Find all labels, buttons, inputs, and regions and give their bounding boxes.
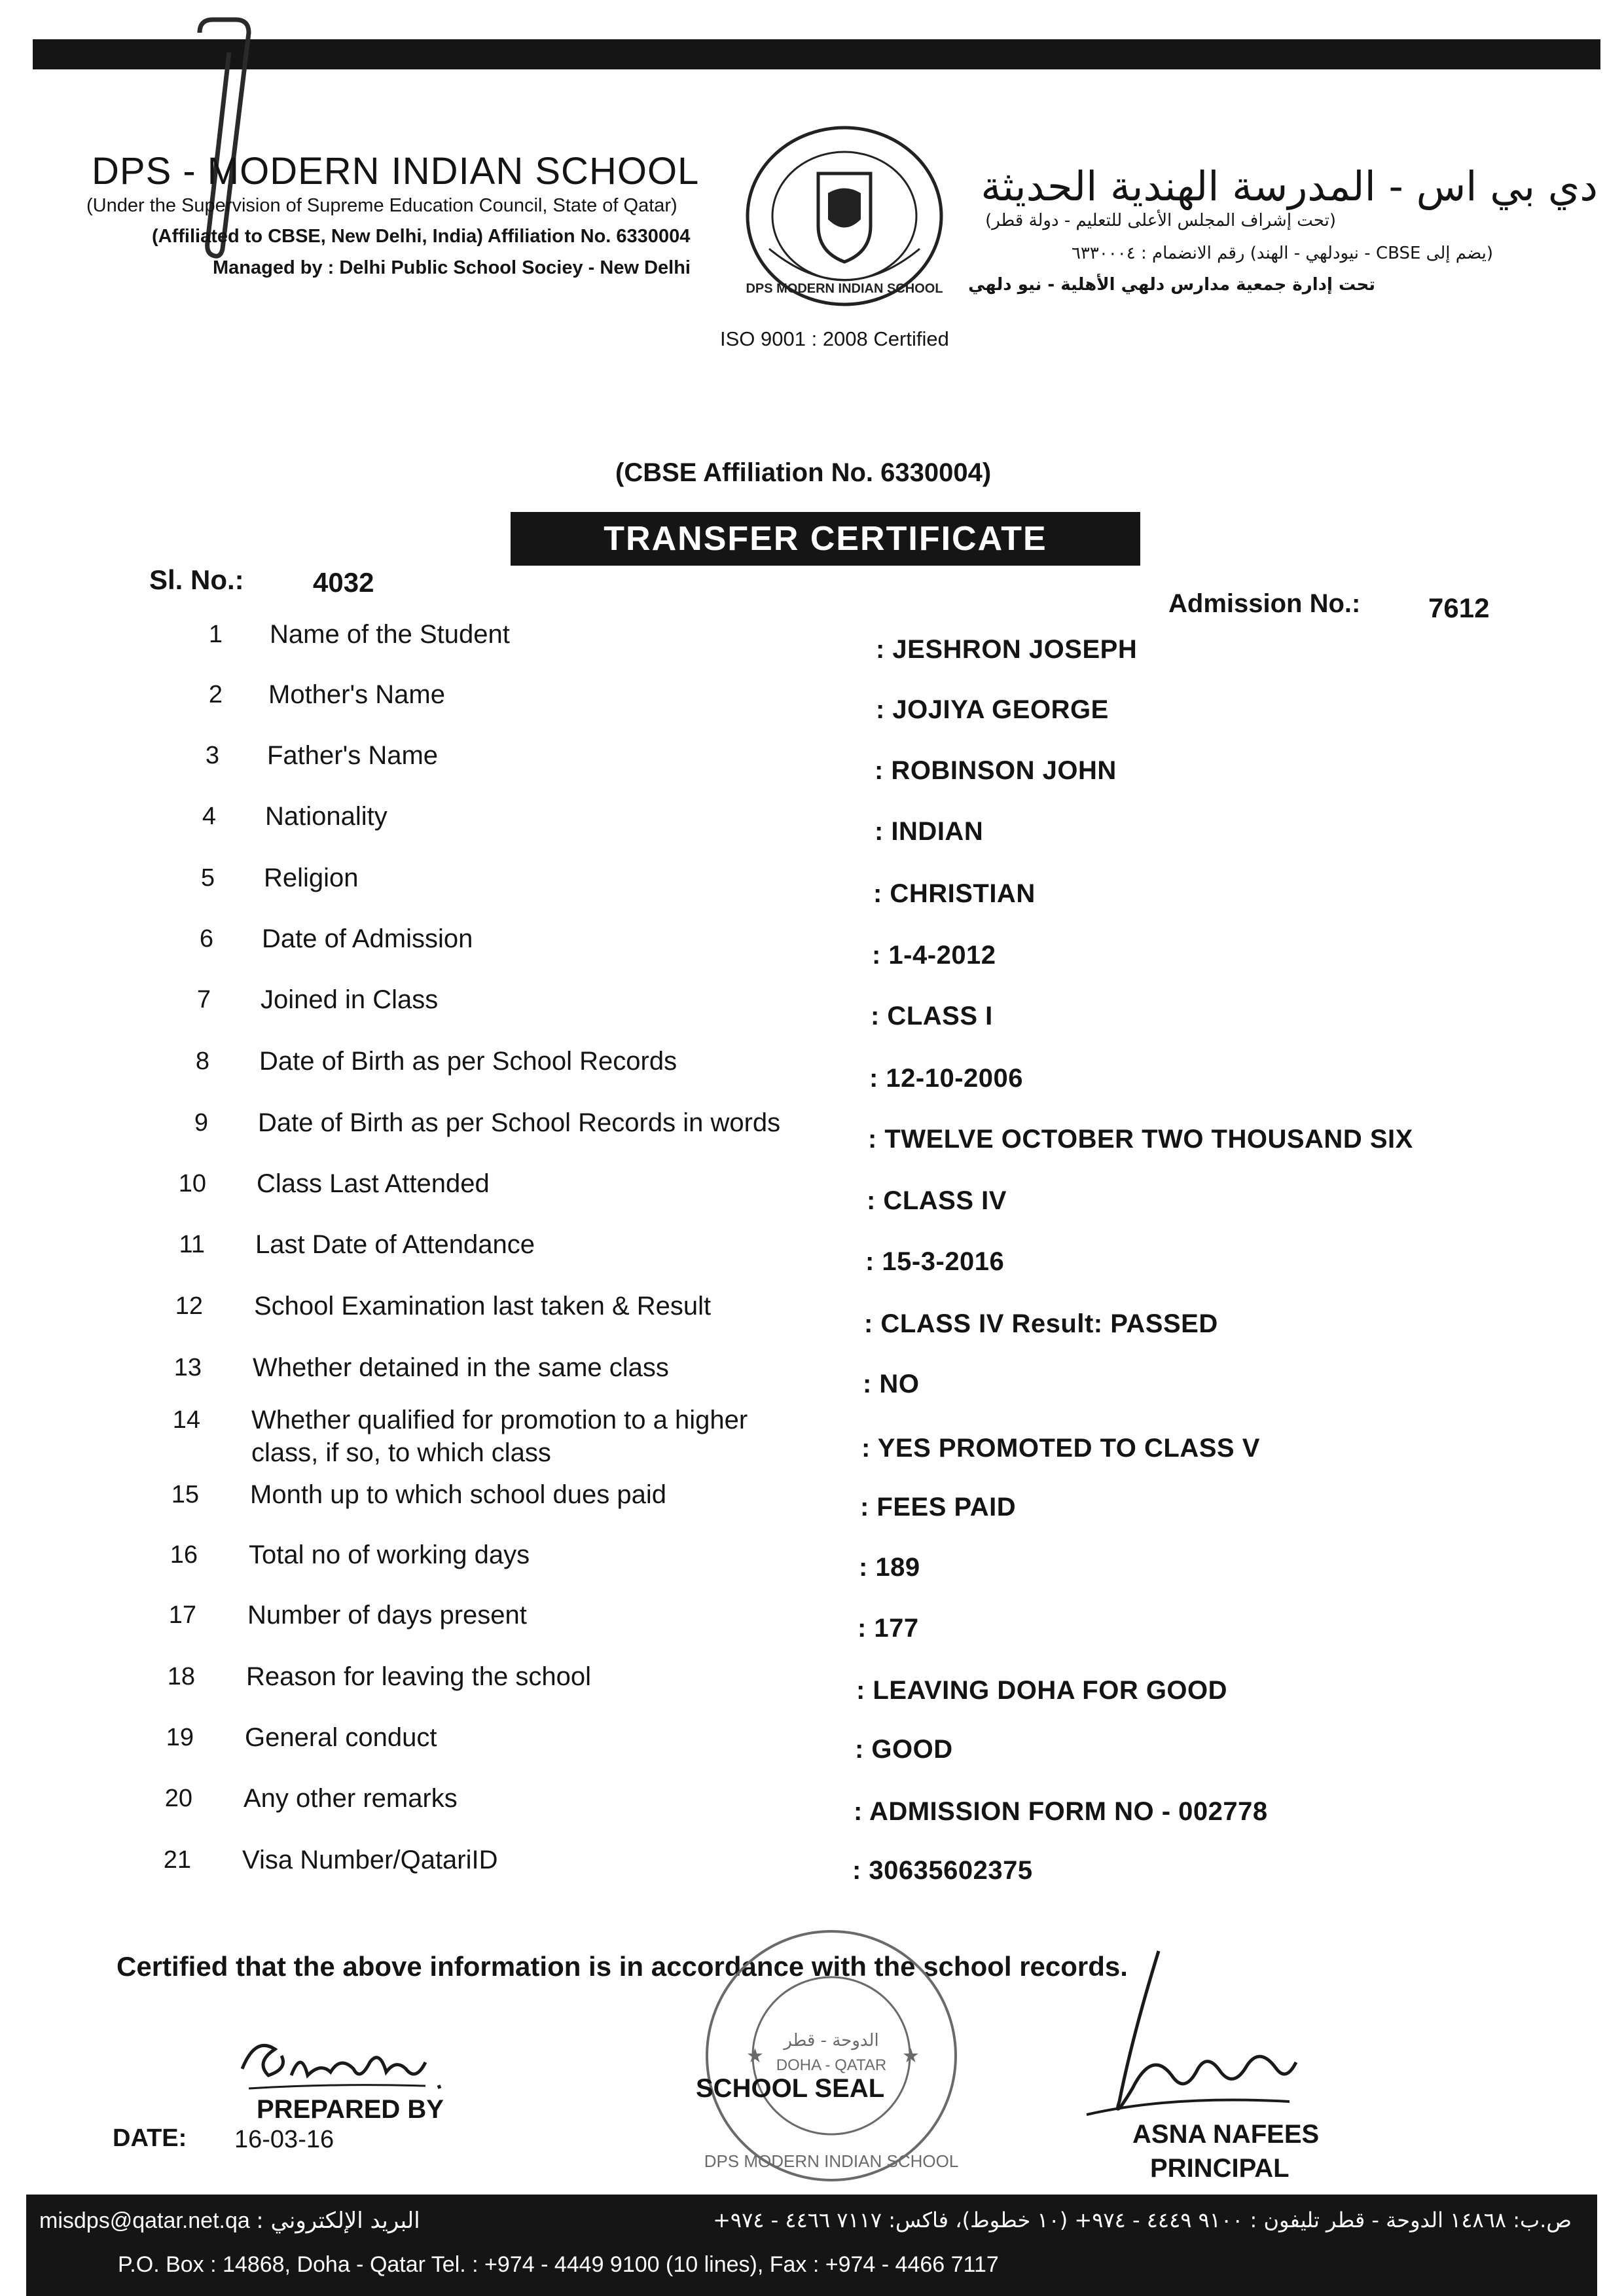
field-value: : INDIAN — [875, 817, 984, 846]
field-number: 5 — [200, 864, 215, 892]
arabic-affiliation-line: (يضم إلى CBSE - نيودلهي - الهند) رقم الانضمام : ٦٣٣٠٠٠٤ — [1071, 244, 1493, 263]
field-label — [253, 1351, 669, 1384]
field-label-line: Total no of working days — [249, 1540, 530, 1569]
certificate-title: TRANSFER CERTIFICATE — [511, 512, 1140, 566]
serial-number-label: Sl. No.: — [149, 564, 244, 595]
field-label — [244, 1782, 458, 1815]
field-label — [257, 1167, 490, 1200]
field-label-line-2: class, if so, to which class — [251, 1438, 551, 1467]
field-label-line: Date of Admission — [262, 924, 473, 953]
contact-arabic: ص.ب: ١٤٨٦٨ الدوحة - قطر تليفون : ٩١٠٠ ٤٤٤٩ - ٩٧٤+ (١٠ خطوط)، فاكس: ٧١١٧ ٤٤٦٦ - ٩٧٤+ — [713, 2208, 1572, 2232]
field-value: : 1-4-2012 — [872, 941, 996, 970]
field-label-line: Last Date of Attendance — [255, 1230, 535, 1259]
field-label-line: Visa Number/QatariID — [242, 1846, 498, 1874]
principal-name: ASNA NAFEES — [1132, 2120, 1320, 2149]
principal-title: PRINCIPAL — [1150, 2154, 1290, 2183]
field-value: : JESHRON JOSEPH — [876, 635, 1138, 664]
top-bar — [33, 39, 1600, 69]
field-label — [251, 1404, 748, 1469]
field-label-line: General conduct — [245, 1723, 437, 1752]
field-value: : TWELVE OCTOBER TWO THOUSAND SIX — [868, 1125, 1413, 1154]
field-label-line: School Examination last taken & Result — [254, 1292, 712, 1321]
field-value: : LEAVING DOHA FOR GOOD — [856, 1676, 1228, 1705]
field-label-line: Mother's Name — [268, 680, 445, 709]
field-value: : CLASS IV — [867, 1186, 1007, 1215]
field-label — [246, 1660, 591, 1693]
field-label-line: Father's Name — [267, 741, 439, 770]
certification-statement: Certified that the above information is in accordance with the school records. — [117, 1951, 1128, 1982]
field-label-line: Name of the Student — [270, 620, 510, 649]
school-name: DPS - MODERN INDIAN SCHOOL — [92, 150, 700, 192]
serial-number: 4032 — [313, 567, 374, 598]
field-number: 13 — [173, 1354, 202, 1381]
field-number: 16 — [170, 1541, 198, 1569]
field-number: 11 — [179, 1231, 205, 1258]
preparer-signature — [229, 2023, 465, 2102]
field-label — [245, 1721, 437, 1754]
field-number: 21 — [163, 1846, 191, 1874]
field-label-line: Date of Birth as per School Records in words — [258, 1108, 781, 1137]
field-value: : CLASS I — [871, 1002, 993, 1030]
field-value: : YES PROMOTED TO CLASS V — [861, 1434, 1260, 1463]
field-label-line: Whether qualified for promotion to a higher — [251, 1406, 748, 1434]
field-value: : 189 — [859, 1553, 920, 1582]
field-label — [255, 1228, 535, 1261]
contact-pobox: P.O. Box : 14868, Doha - Qatar Tel. : +974 - 4449 9100 (10 lines), Fax : +974 - 4466 7117 — [118, 2252, 999, 2277]
contact-email-line — [39, 2208, 420, 2234]
contact-email: misdps@qatar.net.qa — [39, 2208, 250, 2233]
field-number: 3 — [205, 742, 219, 769]
school-name-arabic: دي بي اس - المدرسة الهندية الحديثة — [981, 162, 1598, 210]
field-value: : 12-10-2006 — [869, 1064, 1024, 1093]
iso-certification: ISO 9001 : 2008 Certified — [720, 327, 949, 350]
field-value: : NO — [863, 1370, 920, 1398]
field-value: : JOJIYA GEORGE — [876, 695, 1109, 724]
field-number: 19 — [166, 1724, 194, 1751]
field-label — [249, 1539, 530, 1571]
field-number: 10 — [178, 1170, 206, 1197]
field-label — [262, 922, 473, 955]
seal-text-arabic: الدوحة - قطر — [784, 2031, 879, 2050]
field-number: 12 — [175, 1292, 203, 1320]
field-value: : GOOD — [855, 1735, 953, 1764]
svg-text:★: ★ — [746, 2045, 764, 2068]
field-number: 17 — [168, 1601, 196, 1629]
field-label — [267, 739, 438, 772]
field-value: : CLASS IV Result: PASSED — [864, 1309, 1218, 1338]
field-label-line: Religion — [264, 864, 359, 892]
field-number: 4 — [202, 803, 216, 830]
field-label — [270, 618, 510, 651]
principal-signature — [1074, 1938, 1309, 2128]
field-number: 2 — [208, 681, 223, 708]
school-seal-label: SCHOOL SEAL — [696, 2074, 885, 2103]
field-label — [268, 678, 445, 711]
school-seal-stamp — [694, 1918, 969, 2193]
seal-text-doha: DOHA - QATAR — [776, 2056, 887, 2074]
logo-text: DPS MODERN INDIAN SCHOOL — [746, 282, 943, 296]
managed-by-line: Managed by : Delhi Public School Sociey - New Delhi — [213, 257, 691, 278]
date-label: DATE: — [113, 2124, 187, 2152]
svg-text:★: ★ — [902, 2045, 920, 2068]
field-value: : FEES PAID — [860, 1493, 1017, 1522]
arabic-managed-line: تحت إدارة جمعية مدارس دلهي الأهلية - نيو دلهي — [968, 275, 1375, 295]
field-value: : 177 — [857, 1614, 919, 1643]
field-value: : 15-3-2016 — [865, 1247, 1005, 1276]
field-number: 7 — [196, 986, 211, 1013]
field-number: 18 — [167, 1663, 195, 1690]
issue-date: 16-03-16 — [234, 2126, 334, 2153]
field-label-line: Nationality — [265, 802, 388, 831]
school-logo — [740, 121, 949, 311]
field-label — [265, 800, 388, 833]
field-label — [261, 983, 438, 1016]
field-label-line: Date of Birth as per School Records — [259, 1047, 677, 1076]
seal-text-ring: DPS MODERN INDIAN SCHOOL — [704, 2151, 959, 2171]
field-number: 8 — [195, 1048, 209, 1075]
field-label-line: Reason for leaving the school — [246, 1662, 591, 1691]
arabic-supervision-line: (تحت إشراف المجلس الأعلى للتعليم - دولة قطر) — [985, 211, 1336, 230]
field-number: 1 — [208, 621, 223, 648]
field-value: : CHRISTIAN — [873, 879, 1036, 908]
cbse-affiliation: (CBSE Affiliation No. 6330004) — [615, 458, 992, 487]
admission-number: 7612 — [1428, 592, 1490, 623]
field-label — [254, 1290, 711, 1322]
prepared-by-label: PREPARED BY — [257, 2095, 444, 2124]
field-label — [242, 1844, 498, 1876]
field-number: 9 — [194, 1109, 208, 1137]
affiliation-line: (Affiliated to CBSE, New Delhi, India) Affiliation No. 6330004 — [152, 226, 691, 247]
field-number: 20 — [164, 1785, 192, 1812]
field-label — [259, 1045, 677, 1078]
field-label-line: Class Last Attended — [257, 1169, 490, 1198]
field-label — [258, 1106, 780, 1139]
field-label-line: Any other remarks — [244, 1784, 458, 1813]
field-number: 14 — [172, 1406, 200, 1434]
contact-email-arabic: : البريد الإلكتروني — [256, 2208, 420, 2234]
field-number: 15 — [171, 1481, 199, 1508]
field-number: 6 — [199, 925, 213, 953]
field-value: : ROBINSON JOHN — [875, 756, 1117, 785]
paper-clip-icon — [173, 13, 259, 262]
field-label-line: Whether detained in the same class — [253, 1353, 669, 1382]
field-value: : 30635602375 — [852, 1856, 1033, 1885]
field-value: : ADMISSION FORM NO - 002778 — [854, 1797, 1268, 1826]
field-label-line: Joined in Class — [261, 985, 439, 1014]
supervision-line: (Under the Supervision of Supreme Education Council, State of Qatar) — [86, 195, 677, 216]
field-label-line: Month up to which school dues paid — [250, 1480, 666, 1509]
field-label — [250, 1478, 666, 1511]
admission-number-label: Admission No.: — [1168, 589, 1361, 618]
field-label — [264, 862, 359, 894]
field-label — [247, 1599, 527, 1631]
field-label-line: Number of days present — [247, 1601, 527, 1630]
